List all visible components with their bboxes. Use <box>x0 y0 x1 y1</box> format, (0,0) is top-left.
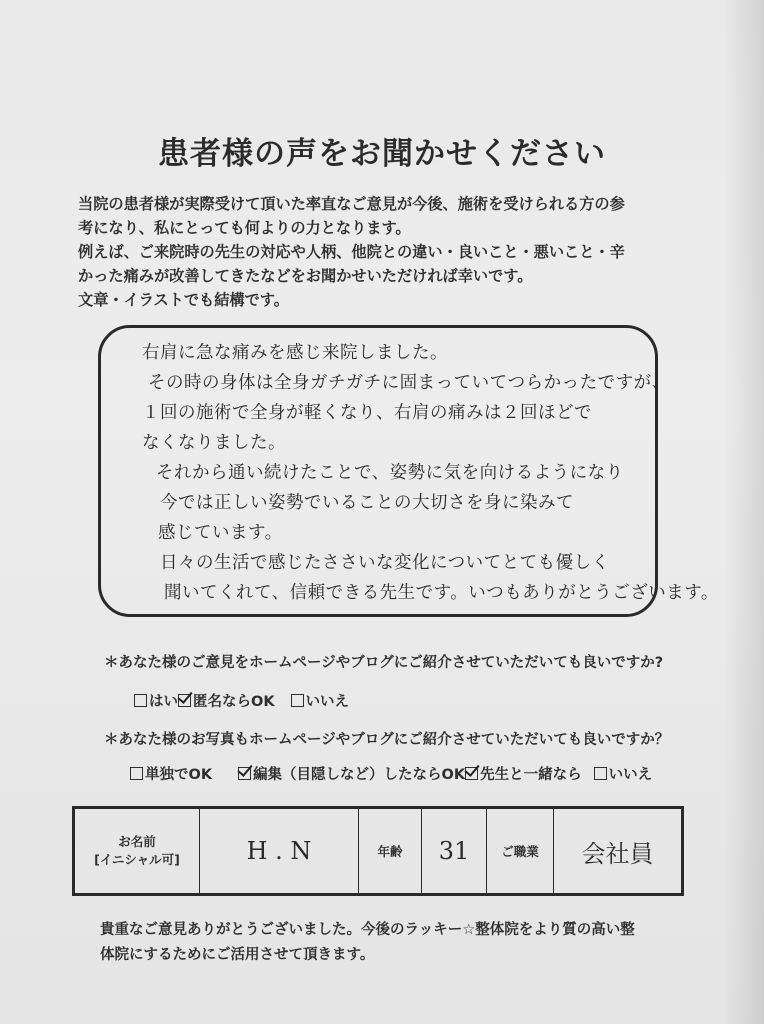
name-value: H . N <box>246 837 312 865</box>
checkbox-anonymous[interactable] <box>178 694 191 707</box>
comment-line: 今では正しい姿勢でいることの大切さを身に染みて <box>160 493 574 513</box>
comment-line: １回の施術で全身が軽くなり、右肩の痛みは２回ほどで <box>142 403 592 423</box>
option-no-photo[interactable] <box>594 763 653 784</box>
comment-line: 聞いてくれて、信頼できる先生です。いつもありがとうございます。 <box>164 583 719 603</box>
comment-line: なくなりました。 <box>142 433 286 453</box>
comment-line: その時の身体は全身ガチガチに固まっていてつらかったですが、 <box>148 373 670 393</box>
age-value-cell <box>422 808 487 895</box>
job-value-cell <box>554 808 683 895</box>
checkbox-edited[interactable] <box>238 767 251 780</box>
intro-line: かった痛みが改善してきたなどをお聞かせいただければ幸いです。 <box>78 267 533 285</box>
option-label: いいえ <box>305 694 350 710</box>
checkbox-solo[interactable] <box>130 767 143 780</box>
job-label-cell <box>487 808 554 895</box>
option-with-doctor[interactable] <box>465 763 582 784</box>
question-1-options <box>134 690 357 711</box>
footer-text <box>100 918 700 968</box>
intro-line: 文章・イラストでも結構です。 <box>78 291 289 309</box>
name-label: お名前 <box>118 834 156 849</box>
question-2: ＊あなた様のお写真もホームページやブログにご紹介させていただいても良いですか？ <box>104 732 670 748</box>
checkbox-no[interactable] <box>291 694 304 707</box>
age-label: 年齢 <box>377 844 403 859</box>
name-label-sub: [イニシャル可] <box>94 852 180 867</box>
respondent-info-table <box>72 806 684 896</box>
question-1: ＊あなた様のご意見をホームページやブログにご紹介させていただいても良いですか? <box>104 655 664 671</box>
checkbox-yes[interactable] <box>134 694 147 707</box>
option-edited[interactable] <box>238 763 465 784</box>
question-2-options <box>130 763 660 784</box>
option-label: 匿名ならOK <box>193 694 275 710</box>
intro-line: 考になり、私にとっても何よりの力となります。 <box>78 219 411 237</box>
option-solo[interactable] <box>130 763 212 784</box>
job-value: 会社員 <box>581 839 654 868</box>
handwritten-comment <box>142 338 719 608</box>
comment-line: それから通い続けたことで、姿勢に気を向けるようになり <box>156 463 624 483</box>
intro-line: 例えば、ご来院時の先生の対応や人柄、他院との違い・良いこと・悪いこと・辛 <box>78 243 625 261</box>
footer-line: 貴重なご意見ありがとうございました。今後のラッキー☆整体院をより質の高い整 <box>100 922 635 938</box>
footer-line: 体院にするためにご活用させて頂きます。 <box>100 947 375 963</box>
option-no[interactable] <box>291 690 350 711</box>
option-label: 先生と一緒なら <box>480 767 582 783</box>
age-label-cell <box>359 808 422 895</box>
age-value: 31 <box>438 837 470 865</box>
comment-line: 日々の生活で感じたささいな変化についてとても優しく <box>160 553 610 573</box>
option-label: 単独でOK <box>145 767 213 783</box>
option-label: いいえ <box>608 767 653 783</box>
checkbox-with-doctor[interactable] <box>465 767 478 780</box>
checkbox-no-photo[interactable] <box>594 767 607 780</box>
intro-line: 当院の患者様が実際受けて頂いた率直なご意見が今後、施術を受けられる方の参 <box>78 195 625 213</box>
option-anonymous[interactable] <box>178 690 275 711</box>
option-yes[interactable] <box>134 690 178 711</box>
option-label: はい <box>149 694 178 710</box>
page-title: 患者様の声をお聞かせください <box>158 136 606 172</box>
comment-line: 右肩に急な痛みを感じ来院しました。 <box>142 343 448 363</box>
comment-line: 感じています。 <box>158 523 283 543</box>
option-label: 編集（目隠しなど）したならOK <box>253 767 466 783</box>
job-label: ご職業 <box>501 844 539 859</box>
intro-text <box>78 192 698 312</box>
name-label-cell <box>74 808 200 895</box>
name-value-cell <box>200 808 359 895</box>
